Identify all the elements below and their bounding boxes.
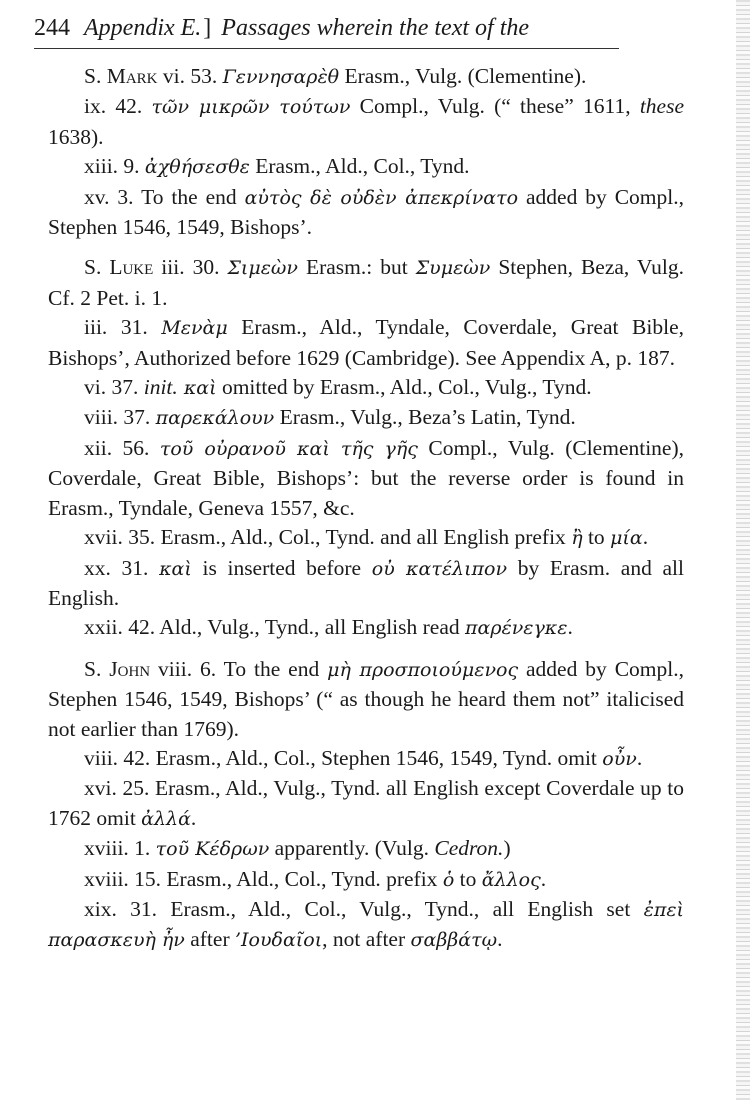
header-bracket: ] <box>203 15 212 41</box>
book-name-mark: S. Mark <box>84 64 158 88</box>
john-entry-xviii-15: xviii. 15. Erasm., Ald., Col., Tynd. prefix ὁ to ἄλλος. <box>84 866 547 891</box>
mark-entry-xiii-9: xiii. 9. ἀχθήσεσθε Erasm., Ald., Col., Tynd. <box>84 154 470 179</box>
luke-entry-xx-31: xx. 31. καὶ is inserted before οὐ κατέλιπον by Erasm. and all English. <box>48 555 684 610</box>
book-name-john: S. John <box>84 656 151 681</box>
luke-entry-xii-56: xii. 56. τοῦ οὐρανοῦ καὶ τῆς γῆς Compl., Vulg. (Clementine), Coverdale, Great Bible, Bishops’: but the reverse order is found in Erasm., Tyndale, Geneva 1557, &c. <box>48 435 685 520</box>
header-subtitle: Passages wherein the text of the <box>221 15 530 41</box>
john-entry-xix-31: xix. 31. Erasm., Ald., Col., Vulg., Tynd., all English set ἐπεὶ παρασκευὴ ἦν after ’Ιουδαῖοι, not after σαββάτῳ. <box>48 896 684 952</box>
john-entry-viii-6: S. John viii. 6. To the end μὴ προσποιούμενος added by Compl., Stephen 1546, 1549, Bishops’ (“ as though he heard them not” italicised not earlier than 1769). <box>48 656 684 741</box>
mark-entry-ix-42: ix. 42. τῶν μικρῶν τούτων Compl., Vulg. (“ these” 1611, these 1638). <box>48 94 684 149</box>
page-body <box>48 62 684 956</box>
luke-entry-xxii-42: xxii. 42. Ald., Vulg., Tynd., all English read παρένεγκε. <box>84 615 573 640</box>
luke-entry-iii-30: S. Luke iii. 30. Σιμεὼν Erasm.: but Συμεὼν Stephen, Beza, Vulg. Cf. 2 Pet. i. 1. <box>48 255 685 310</box>
mark-entry-xv-3: xv. 3. To the end αὐτὸς δὲ οὐδὲν ἀπεκρίνατο added by Compl., Stephen 1546, 1549, Bishops’. <box>48 184 685 240</box>
john-entry-viii-42: viii. 42. Erasm., Ald., Col., Stephen 1546, 1549, Tynd. omit οὖν. <box>84 745 643 770</box>
luke-entry-iii-31: iii. 31. Μενὰμ Erasm., Ald., Tyndale, Coverdale, Great Bible, Bishops’, Authorized before 1629 (Cambridge). See Appendix A, p. 187. <box>48 315 685 370</box>
luke-entry-viii-37: viii. 37. παρεκάλουν Erasm., Vulg., Beza’s Latin, Tynd. <box>84 405 576 430</box>
luke-entry-vi-37: vi. 37. init. καὶ omitted by Erasm., Ald., Col., Vulg., Tynd. <box>84 375 592 400</box>
running-header <box>34 12 619 49</box>
section-gap <box>48 644 684 655</box>
luke-entry-xvii-35: xvii. 35. Erasm., Ald., Col., Tynd. and all English prefix ἢ to μία. <box>84 525 649 550</box>
john-entry-xviii-1: xviii. 1. τοῦ Κέδρων apparently. (Vulg. Cedron.) <box>84 836 511 861</box>
page-number: 244 <box>34 15 70 41</box>
book-name-luke: S. Luke <box>84 255 154 280</box>
page-edge-shadow <box>736 0 750 1100</box>
appendix-title: Appendix E. <box>84 15 202 41</box>
mark-entry-vi-53: S. Mark vi. 53. Γεννησαρὲθ Erasm., Vulg. (Clementine). <box>84 64 587 88</box>
john-entry-xvi-25: xvi. 25. Erasm., Ald., Vulg., Tynd. all English except Coverdale up to 1762 omit ἀλλά. <box>48 776 684 830</box>
section-gap <box>48 242 684 253</box>
